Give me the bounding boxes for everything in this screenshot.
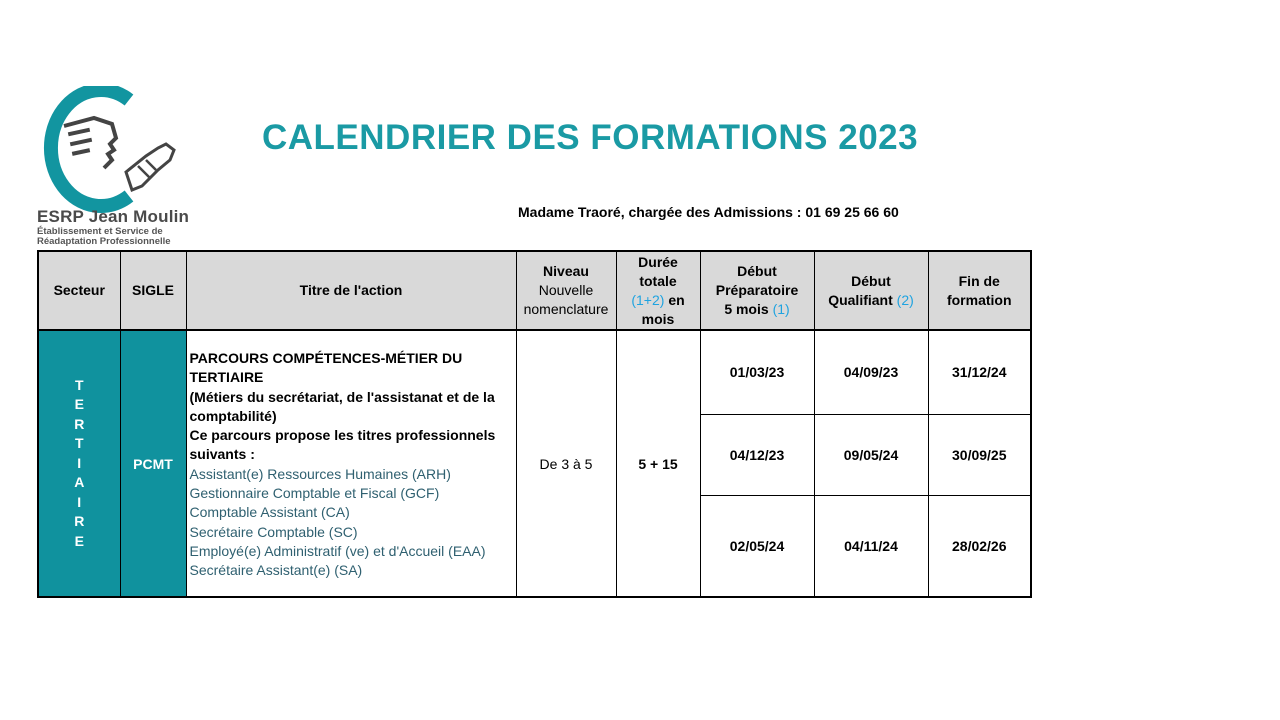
session-1-debut-qualifiant: 04/09/23: [814, 330, 928, 414]
logo-subtitle-1: Établissement et Service de: [37, 226, 163, 237]
titres-list: [190, 465, 512, 581]
duree-cell: 5 + 15: [616, 330, 700, 597]
session-2-debut-qualifiant: 09/05/24: [814, 414, 928, 495]
table-row: [38, 330, 1031, 414]
secteur-letter: I: [77, 493, 82, 510]
titre-intro: Ce parcours propose les titres professionnels suivants :: [189, 427, 496, 463]
titre-professionnel-item: Assistant(e) Ressources Humaines (ARH): [189, 465, 451, 482]
session-3-fin: 28/02/26: [928, 495, 1031, 597]
secteur-vertical-text: [39, 376, 120, 552]
titre-subheading: (Métiers du secrétariat, de l'assistanat et de la comptabilité): [189, 388, 495, 424]
secteur-cell: [38, 330, 120, 597]
header-sigle: SIGLE: [120, 251, 186, 330]
header-fin-formation: Fin de formation: [928, 251, 1031, 330]
session-3-debut-qualifiant: 04/11/24: [814, 495, 928, 597]
secteur-letter: T: [74, 376, 84, 393]
logo-name: ESRP Jean Moulin: [37, 207, 190, 226]
secteur-letter: I: [77, 454, 82, 471]
titre-cell: [186, 330, 516, 597]
session-3-debut-preparatoire: 02/05/24: [700, 495, 814, 597]
header-row: [38, 251, 1031, 330]
secteur-letter: E: [74, 532, 84, 549]
titre-professionnel-item: Employé(e) Administratif (ve) et d'Accueil (EAA): [189, 542, 486, 559]
header-secteur: Secteur: [38, 251, 120, 330]
session-1-fin: 31/12/24: [928, 330, 1031, 414]
contact-line: Madame Traoré, chargée des Admissions : 01 69 25 66 60: [518, 204, 899, 220]
secteur-letter: A: [74, 474, 85, 491]
titre-professionnel-item: Gestionnaire Comptable et Fiscal (GCF): [189, 485, 440, 502]
logo-subtitle-2: Réadaptation Professionnelle: [37, 236, 171, 247]
session-1-debut-preparatoire: 01/03/23: [700, 330, 814, 414]
niveau-cell: De 3 à 5: [516, 330, 616, 597]
secteur-letter: R: [74, 513, 85, 530]
page-title: CALENDRIER DES FORMATIONS 2023: [262, 118, 919, 157]
titre-heading: PARCOURS COMPÉTENCES-MÉTIER DU TERTIAIRE: [189, 350, 463, 386]
session-2-debut-preparatoire: 04/12/23: [700, 414, 814, 495]
header-titre: Titre de l'action: [186, 251, 516, 330]
header-niveau: Niveau Nouvelle nomenclature: [516, 251, 616, 330]
secteur-letter: E: [74, 396, 84, 413]
secteur-letter: T: [74, 435, 84, 452]
header-duree: Durée totale (1+2) en mois: [616, 251, 700, 330]
secteur-letter: R: [74, 415, 85, 432]
titre-professionnel-item: Secrétaire Comptable (SC): [189, 523, 358, 540]
titre-professionnel-item: Comptable Assistant (CA): [189, 504, 350, 521]
formations-table: [37, 250, 1032, 598]
sigle-cell: PCMT: [120, 330, 186, 597]
header-debut-qualifiant: Début Qualifiant (2): [814, 251, 928, 330]
titre-professionnel-item: Secrétaire Assistant(e) (SA): [189, 562, 363, 579]
header-debut-preparatoire: Début Préparatoire 5 mois (1): [700, 251, 814, 330]
session-2-fin: 30/09/25: [928, 414, 1031, 495]
